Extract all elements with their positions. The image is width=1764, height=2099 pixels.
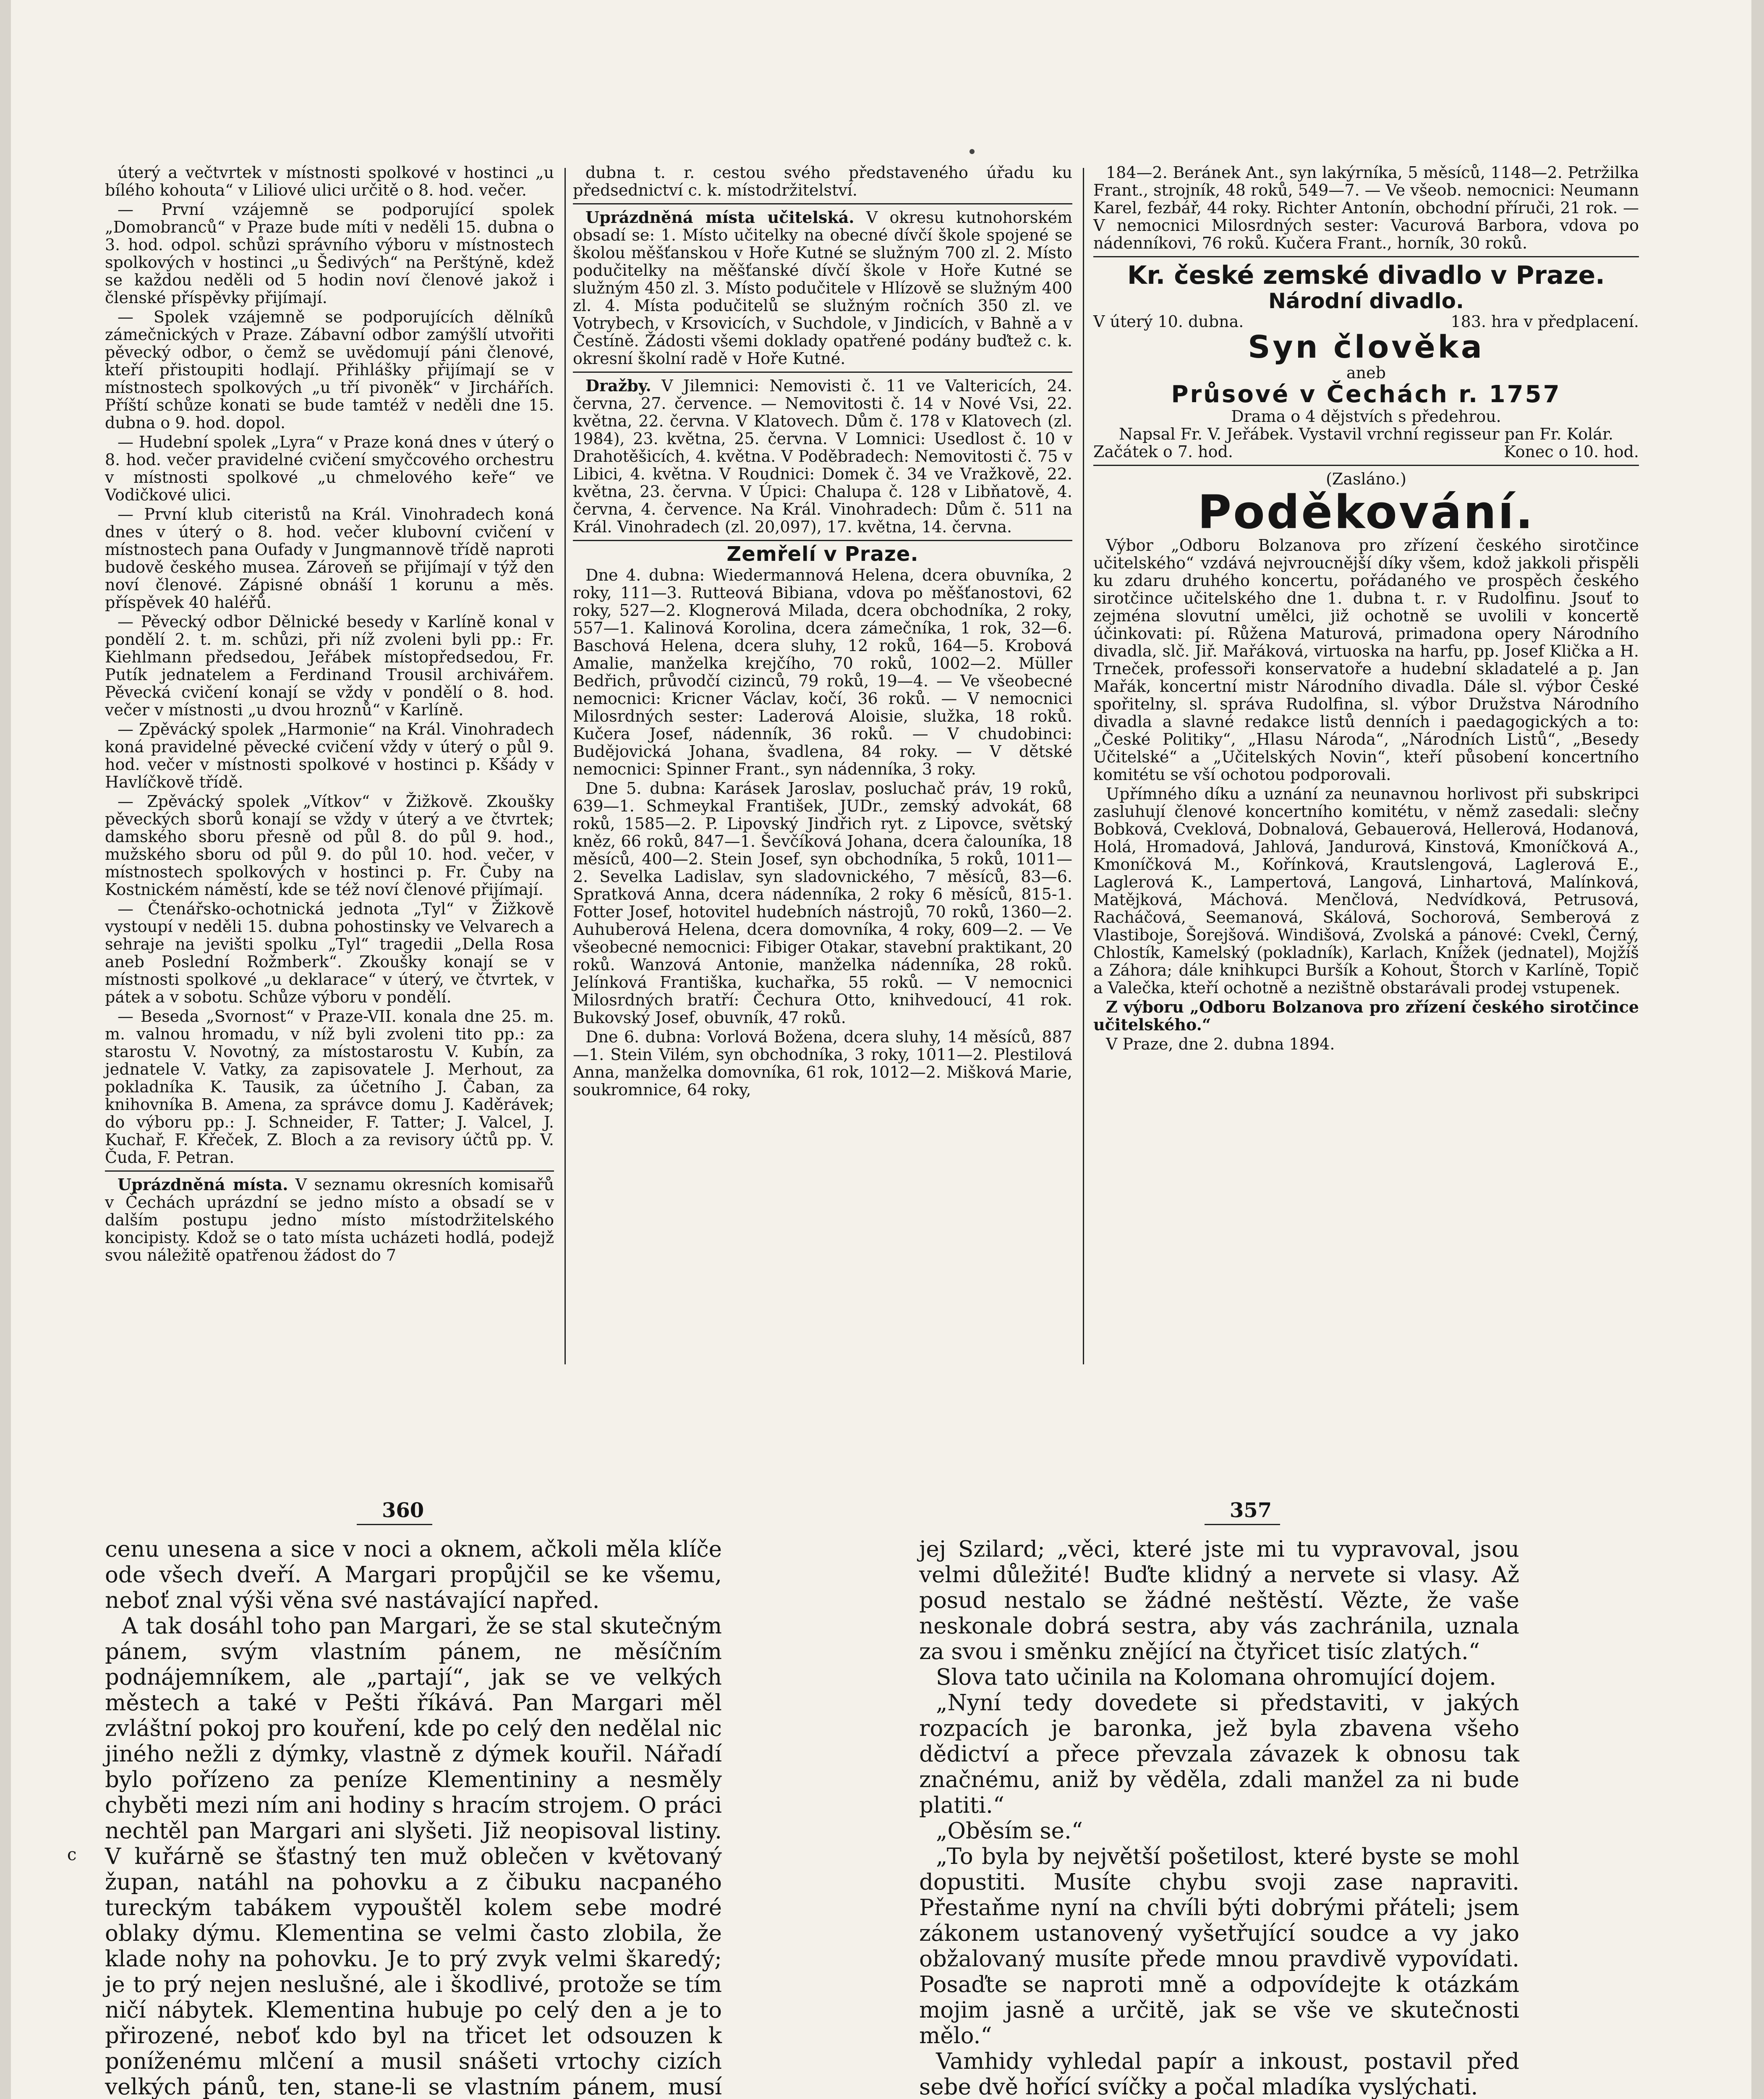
- teacher-vacancy: [573, 209, 1072, 367]
- vacancy-continuation: dubna t. r. cestou svého představeného úřadu ku předsednictví c. k. místodržitelství.: [573, 163, 1072, 199]
- theatre-date: V úterý 10. dubna.: [1093, 312, 1244, 331]
- club-notice: — První vzájemně se podporující spolek „Domobranců“ v Praze bude míti v neděli 15. dubna o 3. hod. odpol. schůzi správního výboru v místnostech spolkových v hostinci „u Šedivých“ na Perštýně, kdež se každou neděli od 5 hodin noví členové jakož i členské příspěvky přijímají.: [105, 200, 554, 307]
- auctions: [573, 377, 1072, 536]
- auctions-title: Dražby.: [585, 376, 651, 395]
- column-2: [573, 164, 1072, 1100]
- deaths-entry: Dne 6. dubna: Vorlová Božena, dcera sluhy, 14 měsíců, 887—1. Stein Vilém, syn obchodníka, 3 roky, 1011—2. Plestilová Anna, manželka domovníka, 61 rok, 1012—2. Mišková Marie, soukromnice, 64 roky,: [573, 1028, 1072, 1099]
- deaths-heading: Zemřelí v Praze.: [727, 542, 919, 566]
- section-rule: [1093, 256, 1639, 257]
- club-notice: úterý a večtvrtek v místnosti spolkové v hostinci „u bílého kohouta“ v Liliové ulici určitě o 8. hod. večer.: [105, 163, 554, 199]
- theatre-subscription: 183. hra v předplacení.: [1450, 312, 1639, 331]
- novel-paragraph: Vamhidy vyhledal papír a inkoust, postavil před sebe dvě hořící svíčky a počal mladíka vyslýchati.: [919, 2049, 1519, 2099]
- club-notice: — Spolek vzájemně se podporujících dělníků zámečnických v Praze. Zábavní odbor zamýšlí utvořiti pěvecký odbor, o čemž se uvědomují páni členové, kteří přistoupiti hodlají. Přihlášky přijímají se v místnostech spolkových „u tří pivoněk“ v Jirchářích. Příští schůze konati se bude tamtéž v neděli dne 15. dubna o 9. hod. dopol.: [105, 308, 554, 432]
- vacancy-notice: [105, 1176, 554, 1264]
- teacher-vacancy-title: Uprázdněná místa učitelská.: [585, 208, 855, 227]
- club-notice: — Zpěvácký spolek „Harmonie“ na Král. Vinohradech koná pravidelné pěvecké cvičení vždy v úterý o půl 9. hod. večer v místnosti spolkové v hostinci p. Kšády v Havlíčkově třídě.: [105, 720, 554, 791]
- play-title: Syn člověka: [1248, 329, 1484, 365]
- deaths-continuation: 184—2. Beránek Ant., syn lakýrníka, 5 měsíců, 1148—2. Petržilka Frant., strojník, 48 roků, 549—7. — Ve všeob. nemocnici: Neumann Karel, fezbář, 44 roky. Richter Antonín, obchodní příruči, 21 rok. — V nemocnici Milosrdných sester: Vacurová Barbora, vdova po nádenníkovi, 76 roků. Kučera Frant., horník, 30 roků.: [1093, 163, 1639, 252]
- newspaper-page: [105, 164, 1666, 2099]
- thanks-paragraph: Upřímného díku a uznání za neunavnou horlivost při subskripci zasluhují členové koncertního komitétu, v němž zasedali: slečny Bobková, Cveklová, Dobnalová, Gebauerová, Hellerová, Hodanová, Holá, Hromadová, Jahlová, Jandurová, Kinstová, Kmoníčková A., Kmoníčková M., Kořínková, Krautslengová, Laglerová E., Laglerová K., Lampertová, Langová, Linhartová, Malínková, Matějková, Máchová. Menčlová, Nedvídková, Petrusová, Racháčová, Seemanová, Skálová, Sochorová, Semberová z Vlastiboje, Šorejšová. Windišová, Zvolská a pánové: Cvekl, Černý, Chlostík, Kamelský (pokladník), Karlach, Knížek (jednatel), Mojžíš a Záhora; dále knihkupci Buršík a Kohout, Štorch v Karlíně, Topič a Valečka, kteří ochotně a nezištně obstarávali prodej vstupenek.: [1093, 785, 1639, 997]
- play-author: Napsal Fr. V. Jeřábek. Vystavil vrchní regisseur pan Fr. Kolár.: [1119, 425, 1613, 443]
- novel-page-right: [919, 1536, 1519, 2099]
- theatre-subtitle: Národní divadlo.: [1268, 289, 1464, 313]
- theatre-time-row: [1093, 443, 1639, 461]
- club-notice: — Beseda „Svornost“ v Praze-VII. konala dne 25. m. m. valnou hromadu, v níž byli zvoleni tito pp.: za starostu V. Novotný, za místostarostu V. Kubín, za jednatele V. Vatky, za zapisovatele J. Merhout, za pokladníka K. Tausik, za účetního J. Čaban, za knihovníka B. Amena, za správce domu J. Kaděrávek; do výboru pp.: J. Schneider, F. Tatter; J. Valcel, J. Kuchař, F. Křeček, Z. Bloch a za revisory účtů pp. V. Čuda, F. Petran.: [105, 1007, 554, 1167]
- theatre-title: Kr. české zemské divadlo v Praze.: [1127, 261, 1605, 290]
- novel-paragraph: A tak dosáhl toho pan Margari, že se stal skutečným pánem, svým vlastním pánem, ne měsíčním podnájemníkem, ale „partají“, jak se ve velkých městech a také v Pešti říkává. Pan Margari měl zvláštní pokoj pro kouření, kde po celý den nedělal nic jiného nežli z dýmky, vlastně z dýmek kouřil. Nářadí bylo pořízeno za peníze Klementininy a nesměly chyběti mezi ním ani hodiny s hracím strojem. O práci nechtěl pan Margari ani slyšeti. Již neopisoval listiny. V kuřárně se šťastný ten muž oblečen v květovaný župan, natáhl na pohovku a z čibuku nacpaného tureckým tabákem vypouštěl kolem sebe modré oblaky dýmu. Klementina se velmi často zlobila, že klade nohy na pohovku. Je to prý zvyk velmi škaredý; je to prý nejen neslušné, ale i škodlivé, protože se tím ničí nábytek. Klementina hubuje po celý den a je to přirozené, neboť kdo byl na třicet let odsouzen k poníženému mlčení a musil snášeti vrtochy cizích velkých pánů, ten, stane-li se vlastním pánem, musí: [105, 1613, 722, 2099]
- novel-paragraph: Slova tato učinila na Kolomana ohromující dojem.: [936, 1665, 1496, 1690]
- club-notice: — Pěvecký odbor Dělnické besedy v Karlíně konal v pondělí 2. t. m. schůzi, při níž zvoleni byli pp.: Fr. Kiehlmann předsedou, Jeřábek místopředsedou, Fr. Putík jednatelem a Ferdinand Trousil archivářem. Pěvecká cvičení konají se vždy v pondělí o 8. hod. večer v místnosti „u dvou hroznů“ v Karlíně.: [105, 612, 554, 719]
- auctions-text: V Jilemnici: Nemovisti č. 11 ve Valtericích, 24. června, 27. července. — Nemovitosti č. 14 v Nové Vsi, 22. května, 22. června. V Klatovech. Dům č. 178 v Klatovech (zl. 1984), 23. května, 25. června. V Lomnici: Usedlost č. 10 v Drahotěšicích, 4. května. V Poděbradech: Nemovitosti č. 75 v Libici, 4. května. V Roudnici: Domek č. 34 ve Vražkově, 22. května, 23. června. V Úpici: Chalupa č. 128 v Libňatově, 4. června, 4. července. Na Král. Vinohradech: Dům č. 511 na Král. Vinohradech (zl. 20,097), 17. května, 14. června.: [573, 377, 1072, 536]
- thanks-signature: Z výboru „Odboru Bolzanova pro zřízení českého sirotčince učitelského.“: [1093, 997, 1639, 1034]
- section-rule: [573, 372, 1072, 373]
- novel-paragraph: jej Szilard; „věci, které jste mi tu vypravoval, jsou velmi důležité! Buďte klidný a nervete si vlasy. Až posud nestalo se žádné neštěstí. Vězte, že vaše neskonale dobrá sestra, aby vás zachránila, uznala za svou i směnku znějící na čtyřicet tisíc zlatých.“: [919, 1536, 1519, 1665]
- deaths-entry: Dne 5. dubna: Karásek Jaroslav, posluchač práv, 19 roků, 639—1. Schmeykal František, JUDr., zemský advokát, 68 roků, 1585—2. P. Lipovský Jindřich ryt. z Lipovce, světský kněz, 66 roků, 847—1. Ševčíková Johana, dcera čalouníka, 18 měsíců, 400—2. Stein Josef, syn obchodníka, 5 roků, 1011—2. Sevelka Ladislav, syn sladovnického, 7 měsíců, 83—6. Spratková Anna, dcera nádenníka, 2 roky 6 měsíců, 815-1. Fotter Josef, hotovitel hudebních nástrojů, 70 roků, 1360—2. Auhuberová Helena, dcera domovníka, 4 roky, 609—2. — Ve všeobecné nemocnici: Fibiger Otakar, stavební praktikant, 20 roků. Wanzová Antonie, manželka nádenníka, 28 roků. Jelínková Františka, kuchařka, 55 roků. — V nemocnici Milosrdných bratří: Čechura Otto, knihvedoucí, 41 rok. Bukovský Josef, obuvník, 47 roků.: [573, 779, 1072, 1027]
- section-rule: [1093, 465, 1639, 466]
- upper-newspaper-section: [105, 164, 1666, 1373]
- vacancy-text: V seznamu okresních komisařů v Čechách uprázdní se jedno místo a obsadí se v dalším postupu jedno místo místodržitelského koncipisty. Kdož se o tato místa ucházeti hodlá, podejž svou náležitě opatřenou žádost do 7: [105, 1175, 554, 1264]
- play-aneb: aneb: [1346, 364, 1386, 382]
- column-rule: [1083, 168, 1084, 1364]
- vacancy-title: Uprázdněná místa.: [118, 1175, 288, 1194]
- scan-right-edge: [1751, 0, 1764, 2099]
- page-number-rule: [357, 1524, 432, 1525]
- ink-dot: [970, 149, 975, 154]
- page-number-left: 360: [382, 1499, 424, 1522]
- page-number-right: 357: [1230, 1499, 1272, 1522]
- novel-paragraph: cenu unesena a sice v noci a oknem, ačkoli měla klíče ode všech dveří. A Margari propůjčil se ke všemu, neboť znal výši věna své nastávající napřed.: [105, 1536, 722, 1613]
- theatre-date-row: [1093, 313, 1639, 330]
- theatre-start: Začátek o 7. hod.: [1093, 442, 1233, 461]
- deaths-entry: Dne 4. dubna: Wiedermannová Helena, dcera obuvníka, 2 roky, 111—3. Rutteová Bibiana, vdova po měšťanostovi, 62 roky, 527—2. Klognerová Milada, dcera obchodníka, 2 roky, 557—1. Kalinová Korolina, dcera zámečníka, 1 rok, 32—6. Baschová Helena, dcera sluhy, 12 roků, 164—5. Krobová Amalie, manželka krejčího, 70 roků, 1002—2. Müller Bedřich, průvodčí cizinců, 79 roků, 19—4. — Ve všeobecné nemocnici: Kricner Václav, kočí, 36 roků. — V nemocnici Milosrdných sester: Laderová Aloisie, služka, 18 roků. Kučera Josef, nádenník, 36 roků. — V chudobinci: Budějovická Johana, švadlena, 84 roky. — V dětské nemocnici: Spinner Frant., syn nádenníka, 3 roky.: [573, 566, 1072, 778]
- margin-mark: c: [67, 1845, 77, 1864]
- thanks-title: Poděkování.: [1197, 485, 1535, 539]
- novel-page-left: [105, 1536, 722, 2099]
- club-notice: — Hudební spolek „Lyra“ v Praze koná dnes v úterý o 8. hod. večer pravidelné cvičení smyčcového orchestru v místnosti spolkové „u chmelového keře“ ve Vodičkové ulici.: [105, 433, 554, 504]
- teacher-vacancy-text: V okresu kutnohorském obsadí se: 1. Místo učitelky na obecné dívčí škole spojené se školou měšťanskou v Hoře Kutné se služným 700 zl. 2. Místo podučitelky na měšťanské dívčí škole v Hoře Kutné se služným 450 zl. 3. Místo podučitele v Hlízově se služným 400 zl. 4. Místa podučitelů se služným ročních 350 zl. ve Votrybech, v Krsovicích, v Suchdole, v Jindicích, v Bahně a v Čestíně. Žádosti všemi doklady opatřené podány buďtež c. k. okresní školní radě v Hoře Kutné.: [573, 208, 1072, 368]
- novel-paragraph: „To byla by největší pošetilost, které byste se mohl dopustiti. Musíte chybu svoji zase napraviti. Přestaňme nyní na chvíli býti dobrými přáteli; jsem zákonem ustanovený vyšetřující soudce a vy jako obžalovaný musíte přede mnou pravdivě vypovídati. Posaďte se naproti mně a odpovídejte k otázkám mojim jasně a určitě, jak se vše ve skutečnosti mělo.“: [919, 1844, 1519, 2049]
- scan-left-edge: [0, 0, 11, 2099]
- column-1: [105, 164, 554, 1266]
- thanks-paragraph: Výbor „Odboru Bolzanova pro zřízení českého sirotčince učitelského“ vzdává nejvroucnější díky všem, kdož jakkoli přispěli ku zdaru druhého koncertu, pořádaného ve prospěch českého sirotčince učitelského dne 1. dubna t. r. v Rudolfinu. Jsouť to zejména slovutní umělci, již ochotně se uvolili v koncertě účinkovati: pí. Růžena Maturová, primadona opery Národního divadla, slč. Jiř. Mařáková, virtuoska na harfu, pp. Josef Klička a H. Trneček, professoři konservatoře a hudební skladatelé a p. Jan Mařák, koncertní mistr Národního divadla. Dále sl. výbor České spořitelny, sl. správa Rudolfina, sl. výbor Družstva Národního divadla a slavné redakce listů denních i paedagogických a to: „České Politiky“, „Hlasu Národa“, „Národních Listů“, „Besedy Učitelské“ a „Učitelských Novin“, kteří působení koncertního komitétu se vší ochotou podporovali.: [1093, 536, 1639, 784]
- page-number-rule: [1205, 1524, 1280, 1525]
- novel-paragraph: „Nyní tedy dovedete si představiti, v jakých rozpacích je baronka, jež byla zbavena všeho dědictví a přece převzala závazek k obnosu tak značnému, aniž by věděla, zdali manžel za ni bude platiti.“: [919, 1690, 1519, 1818]
- lower-novel-section: [105, 1499, 1666, 2099]
- club-notice: — První klub citeristů na Král. Vinohradech koná dnes v úterý o 8. hod. večer klubovní cvičení v místnostech pana Oufady v Jungmannově třídě naproti budově českého musea. Zároveň se přijímají v týž den noví členové. Zápisné obnáší 1 korunu a měs. příspěvek 40 haléřů.: [105, 505, 554, 612]
- club-notice: — Čtenářsko-ochotnická jednota „Tyl“ v Žižkově vystoupí v neděli 15. dubna pohostinsky ve Velvarech a sehraje na jevišti spolku „Tyl“ tragedii „Della Rosa aneb Poslední Rožmberk“. Zkoušky konají se v místnosti spolkové „u deklarace“ v úterý, ve čtvrtek, v pátek a v sobotu. Schůze výboru v pondělí.: [105, 900, 554, 1006]
- column-rule: [564, 168, 566, 1364]
- play-genre: Drama o 4 dějstvích s předehrou.: [1231, 407, 1501, 426]
- section-rule: [573, 540, 1072, 541]
- novel-paragraph: „Oběsím se.“: [936, 1818, 1083, 1844]
- play-subtitle: Průsové v Čechách r. 1757: [1171, 381, 1561, 408]
- section-rule: [105, 1170, 554, 1172]
- section-rule: [573, 203, 1072, 204]
- theatre-end: Konec o 10. hod.: [1504, 442, 1639, 461]
- column-3: [1093, 164, 1639, 1055]
- club-notice: — Zpěvácký spolek „Vítkov“ v Žižkově. Zkoušky pěveckých sborů konají se vždy v úterý a ve čtvrtek; damského sboru přesně od půl 8. do půl 9. hod., mužského sboru od půl 9. do půl 10. hod. večer, v místnostech spolkových v hostinci p. Fr. Čuby na Kostnickém náměstí, kde se též noví členové přijímají.: [105, 792, 554, 899]
- zaslano-label: (Zasláno.): [1326, 470, 1406, 488]
- thanks-place-date: V Praze, dne 2. dubna 1894.: [1106, 1035, 1335, 1053]
